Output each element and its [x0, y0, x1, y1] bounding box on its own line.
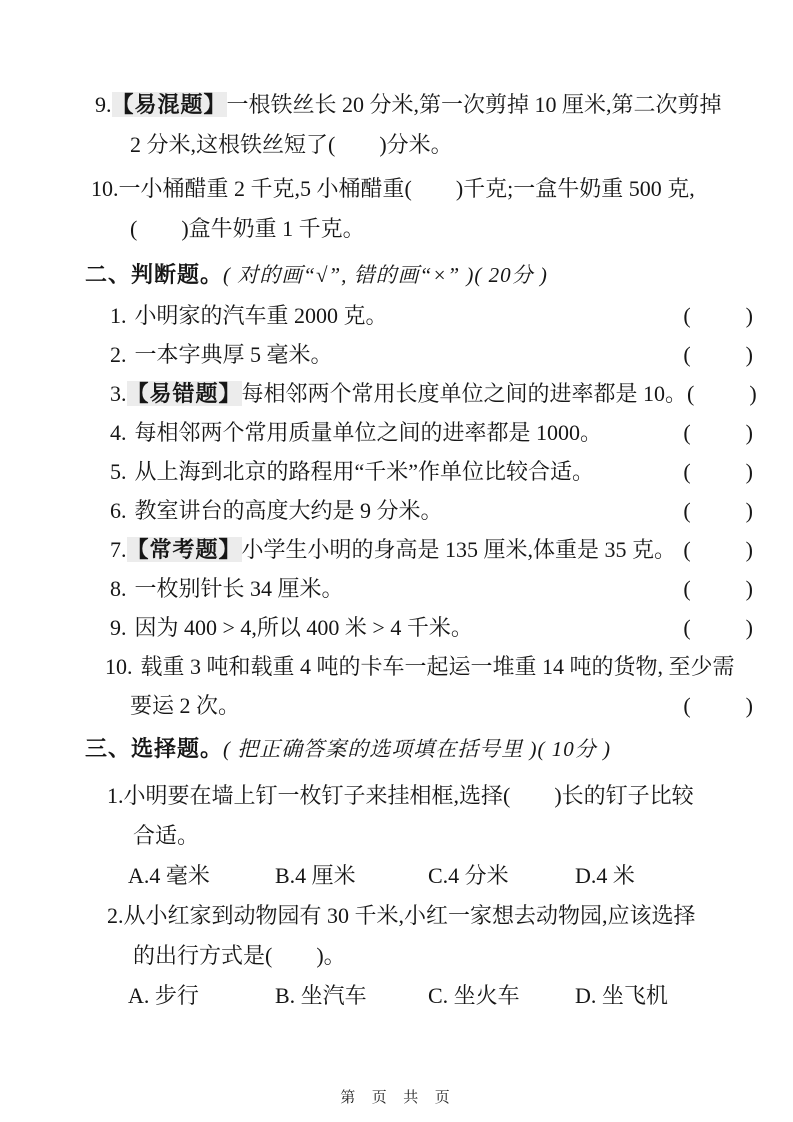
section-instructions: ( 把正确答案的选项填在括号里 )( 10分 ) [223, 737, 611, 761]
choice-question-2-options [85, 976, 753, 1016]
option-c: C.4 分米 [428, 863, 509, 888]
question-text: 小明要在墙上钉一枚钉子来挂相框,选择( )长的钉子比较 [123, 783, 694, 808]
question-number: 7. [110, 537, 127, 562]
option-a: A. 步行 [128, 983, 199, 1008]
question-text: 每相邻两个常用长度单位之间的进率都是 10。 [241, 381, 688, 406]
question-number: 1. [107, 783, 124, 808]
answer-blank: ( ) [683, 303, 753, 328]
question-text: 要运 2 次。 [130, 693, 241, 718]
option-b: B.4 厘米 [275, 863, 356, 888]
question-text: 一枚别针长 34 厘米。 [134, 576, 344, 601]
judgement-item-9 [85, 608, 753, 647]
question-text: 教室讲台的高度大约是 9 分米。 [134, 498, 443, 523]
question-text: 从上海到北京的路程用“千米”作单位比较合适。 [134, 459, 595, 484]
answer-blank: ( ) [683, 498, 753, 523]
judgement-item-10-line-2 [85, 686, 753, 725]
question-text: 合适。 [133, 823, 200, 848]
question-text: 载重 3 吨和载重 4 吨的卡车一起运一堆重 14 吨的货物, 至少需 [140, 654, 735, 679]
fill-in-question-10-line-1 [85, 169, 753, 209]
question-number: 5. [110, 459, 127, 484]
judgement-item-5 [85, 452, 753, 491]
answer-blank: ( ) [683, 576, 753, 601]
question-text: 小学生小明的身高是 135 厘米,体重是 35 克。 [241, 537, 677, 562]
section-instructions: ( 对的画“√”, 错的画“×” )( 20分 ) [223, 263, 548, 287]
option-d: D. 坐飞机 [575, 983, 668, 1008]
exam-content [85, 85, 757, 1016]
question-number: 9. [95, 92, 112, 117]
judgement-item-4 [85, 413, 753, 452]
choice-question-1-options [85, 856, 753, 896]
question-text: 一根铁丝长 20 分米,第一次剪掉 10 厘米,第二次剪掉 [226, 92, 722, 117]
choice-section-header [85, 729, 753, 769]
question-number: 4. [110, 420, 127, 445]
question-text: ( )盒牛奶重 1 千克。 [130, 216, 365, 241]
answer-blank: ( ) [683, 537, 753, 562]
option-a: A.4 毫米 [128, 863, 210, 888]
fill-in-question-10-line-2 [85, 209, 753, 249]
answer-blank: ( ) [683, 420, 753, 445]
choice-question-2-line-1 [85, 896, 753, 936]
question-number: 10. [105, 654, 133, 679]
question-text: 一本字典厚 5 毫米。 [134, 342, 333, 367]
choice-question-1-line-2 [85, 816, 753, 856]
question-text: 的出行方式是( )。 [133, 943, 346, 968]
question-text: 一小桶醋重 2 千克,5 小桶醋重( )千克;一盒牛奶重 500 克, [118, 176, 695, 201]
answer-blank: ( ) [683, 693, 753, 718]
answer-blank: ( ) [683, 459, 753, 484]
option-c: C. 坐火车 [428, 983, 520, 1008]
fill-in-question-9-line-2 [85, 125, 753, 165]
highlight-tag-yicuoti: 【易错题】 [126, 381, 242, 406]
answer-blank: ( ) [687, 381, 757, 406]
judgement-item-1 [85, 296, 753, 335]
question-number: 8. [110, 576, 127, 601]
highlight-tag-yihunti: 【易混题】 [111, 92, 227, 117]
question-text: 每相邻两个常用质量单位之间的进率都是 1000。 [134, 420, 603, 445]
question-number: 10. [91, 176, 119, 201]
page-footer: 第 页 共 页 [340, 1090, 453, 1106]
judgement-section-header [85, 255, 753, 295]
question-number: 6. [110, 498, 127, 523]
question-number: 3. [110, 381, 127, 406]
judgement-item-6 [85, 491, 753, 530]
question-number: 2. [107, 903, 124, 928]
judgement-item-3 [85, 374, 757, 413]
question-text: 从小红家到动物园有 30 千米,小红一家想去动物园,应该选择 [123, 903, 696, 928]
judgement-item-7 [85, 530, 753, 569]
option-b: B. 坐汽车 [275, 983, 367, 1008]
section-title: 三、选择题。 [85, 736, 224, 761]
fill-in-question-9-line-1 [85, 85, 753, 125]
highlight-tag-changkaoti: 【常考题】 [126, 537, 242, 562]
answer-blank: ( ) [683, 342, 753, 367]
answer-blank: ( ) [683, 615, 753, 640]
judgement-item-2 [85, 335, 753, 374]
question-text: 因为 400 > 4,所以 400 米 > 4 千米。 [134, 615, 473, 640]
question-text: 小明家的汽车重 2000 克。 [134, 303, 388, 328]
question-number: 9. [110, 615, 127, 640]
option-d: D.4 米 [575, 863, 635, 888]
question-text: 2 分米,这根铁丝短了( )分米。 [130, 132, 453, 157]
choice-question-2-line-2 [85, 936, 753, 976]
judgement-item-10-line-1 [85, 647, 753, 686]
section-title: 二、判断题。 [85, 262, 224, 287]
choice-question-1-line-1 [85, 776, 753, 816]
question-number: 1. [110, 303, 127, 328]
question-number: 2. [110, 342, 127, 367]
judgement-item-8 [85, 569, 753, 608]
